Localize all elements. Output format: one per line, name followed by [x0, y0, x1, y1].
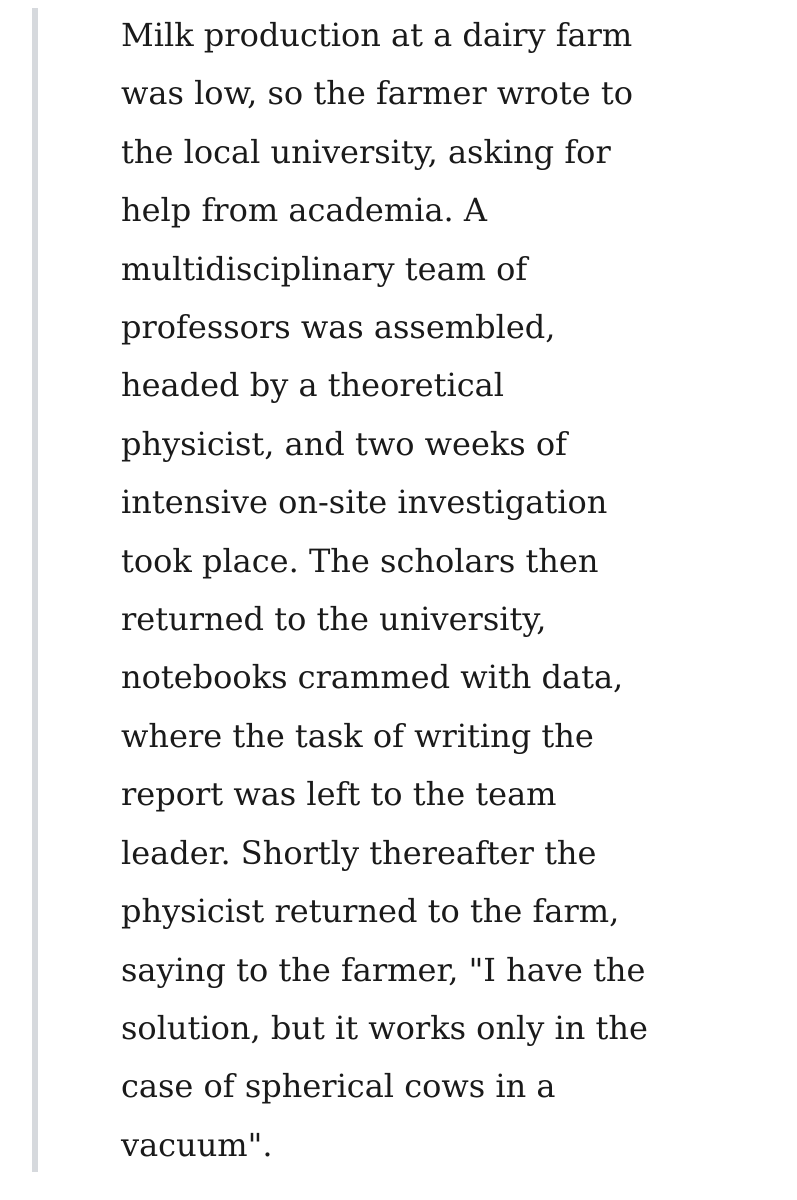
blockquote-bar	[32, 8, 38, 1172]
quote-line: help from academia. A	[121, 191, 487, 230]
quote-line: where the task of writing the	[121, 716, 594, 755]
quote-line: case of spherical cows in a	[121, 1067, 556, 1106]
quote-line: returned to the university,	[121, 600, 547, 639]
quote-line: was low, so the farmer wrote to	[121, 74, 633, 113]
quote-line: physicist returned to the farm,	[121, 892, 620, 931]
quote-line: report was left to the team	[121, 775, 557, 814]
quote-line: notebooks crammed with data,	[121, 658, 624, 697]
quote-line: solution, but it works only in the	[121, 1008, 648, 1047]
quote-line: professors was assembled,	[121, 308, 556, 347]
quote-line: vacuum".	[121, 1125, 273, 1164]
quote-line: the local university, asking for	[121, 132, 611, 171]
quote-line: physicist, and two weeks of	[121, 424, 567, 463]
quote-paragraph	[121, 6, 781, 1174]
quote-line: leader. Shortly thereafter the	[121, 833, 597, 872]
quote-line: intensive on-site investigation	[121, 483, 608, 522]
quote-line: Milk production at a dairy farm	[121, 16, 633, 54]
quote-line: saying to the farmer, "I have the	[121, 950, 646, 989]
quote-line: headed by a theoretical	[121, 366, 504, 405]
quote-line: took place. The scholars then	[121, 541, 599, 580]
quote-line: multidisciplinary team of	[121, 249, 528, 288]
